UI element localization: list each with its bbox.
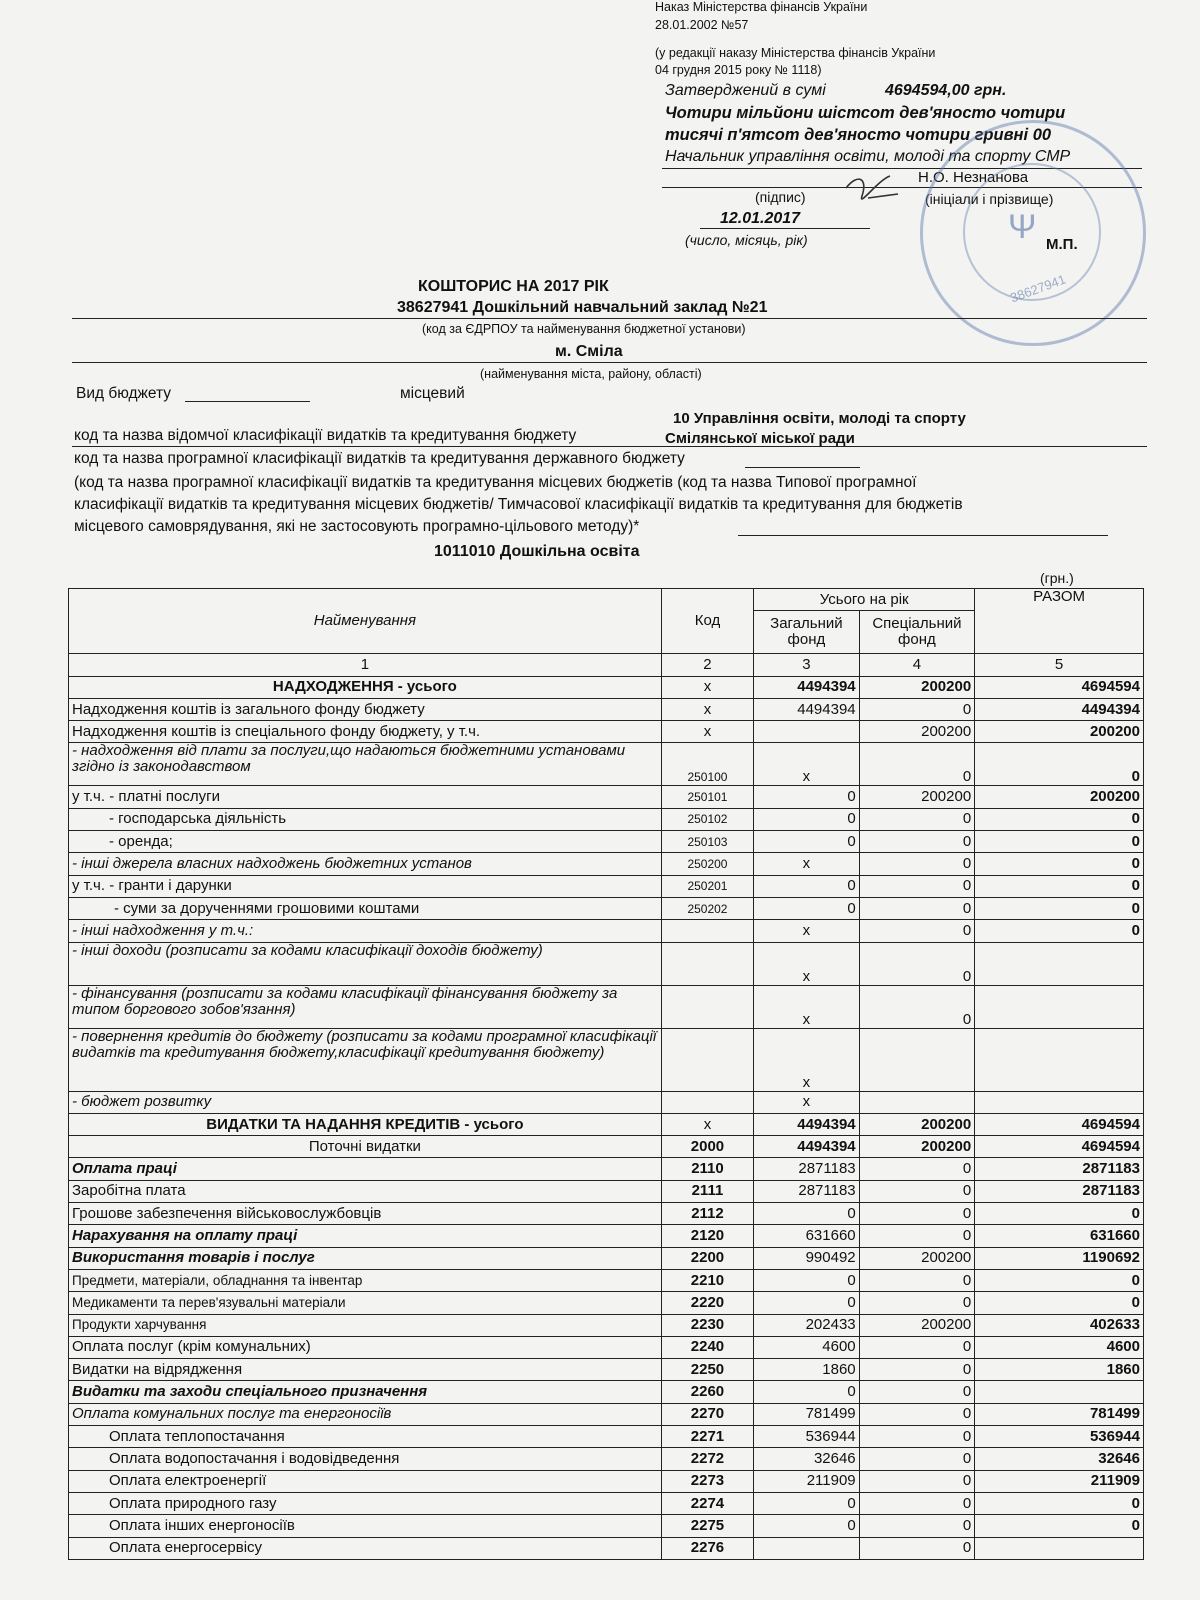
row-special-fund: 200200 (859, 1113, 975, 1135)
row-name: - фінансування (розписати за кодами класифікації фінансування бюджету за типом боргового зобов'язання) (69, 985, 662, 1028)
table-row (69, 985, 1144, 1028)
row-special-fund: 0 (859, 1336, 975, 1358)
row-code: 2270 (661, 1403, 753, 1425)
row-special-fund: 0 (859, 1403, 975, 1425)
row-name: Надходження коштів із спеціального фонду бюджету, у т.ч. (69, 721, 662, 743)
row-general-fund (754, 721, 859, 743)
column-number-row: 1 2 3 4 5 (69, 654, 1144, 676)
row-general-fund: 0 (754, 1492, 859, 1514)
currency-label: (грн.) (1040, 570, 1074, 586)
row-name: у т.ч. - платні послуги (69, 786, 662, 808)
row-general-fund: х (754, 1091, 859, 1113)
signature-caption: (підпис) (755, 189, 806, 205)
local-note-3: місцевого самоврядування, які не застосовують програмно-цільового методу)* (74, 518, 640, 535)
row-special-fund: 0 (859, 875, 975, 897)
row-special-fund: 0 (859, 808, 975, 830)
row-code: 2000 (661, 1136, 753, 1158)
budget-type-value: місцевий (400, 385, 465, 402)
row-code: 2111 (661, 1180, 753, 1202)
local-note-2: класифікації видатків та кредитування місцевих бюджетів/ Тимчасової класифікації видатків та кредитування для бюджетів (74, 496, 963, 513)
row-general-fund: 631660 (754, 1225, 859, 1247)
table-row (69, 897, 1144, 919)
row-code: 250102 (661, 808, 753, 830)
row-general-fund: 211909 (754, 1470, 859, 1492)
row-total: 200200 (975, 786, 1144, 808)
row-code (661, 1028, 753, 1091)
signature-mark (838, 168, 908, 213)
row-general-fund: 4494394 (754, 1113, 859, 1135)
row-code: 2210 (661, 1269, 753, 1291)
order-line-2: 28.01.2002 №57 (655, 18, 749, 32)
row-name: - повернення кредитів до бюджету (розписати за кодами програмної класифікації видатків та кредитування бюджету,класифікації кредитування бюджету) (69, 1028, 662, 1091)
table-row (69, 1225, 1144, 1247)
row-code: 2275 (661, 1515, 753, 1537)
row-total (975, 1537, 1144, 1559)
col-header-special-fund: Спеціальний фонд (859, 611, 975, 654)
row-special-fund: 0 (859, 853, 975, 875)
table-row (69, 1381, 1144, 1403)
row-code: 250100 (661, 743, 753, 786)
row-total: 4694594 (975, 1136, 1144, 1158)
row-special-fund: 0 (859, 1269, 975, 1291)
row-special-fund: 0 (859, 1470, 975, 1492)
trident-icon: Ψ (1008, 208, 1037, 246)
row-total (975, 1028, 1144, 1091)
row-total: 0 (975, 1292, 1144, 1314)
row-general-fund: 0 (754, 1269, 859, 1291)
city-name: м. Сміла (555, 343, 623, 360)
table-row (69, 1537, 1144, 1559)
order-line-1: Наказ Міністерства фінансів України (655, 0, 868, 14)
row-code: 2274 (661, 1492, 753, 1514)
row-total: 1190692 (975, 1247, 1144, 1269)
row-general-fund: х (754, 1028, 859, 1091)
row-special-fund: 0 (859, 985, 975, 1028)
row-general-fund: 0 (754, 1515, 859, 1537)
row-total: 200200 (975, 721, 1144, 743)
table-row (69, 698, 1144, 720)
table-body (69, 676, 1144, 1559)
row-name: - господарська діяльність (69, 808, 662, 830)
row-name: Нарахування на оплату праці (69, 1225, 662, 1247)
row-special-fund: 0 (859, 743, 975, 786)
row-name: Поточні видатки (69, 1136, 662, 1158)
table-row (69, 1113, 1144, 1135)
row-name: Оплата послуг (крім комунальних) (69, 1336, 662, 1358)
row-special-fund: 0 (859, 1180, 975, 1202)
official-stamp: Ψ 38627941 (920, 120, 1146, 346)
table-row (69, 853, 1144, 875)
row-code: 2240 (661, 1336, 753, 1358)
table-row (69, 1492, 1144, 1514)
budget-type-label: Вид бюджету (76, 385, 172, 402)
row-total: 4694594 (975, 676, 1144, 698)
row-total: 4694594 (975, 1113, 1144, 1135)
row-general-fund: 0 (754, 1203, 859, 1225)
row-total: 0 (975, 831, 1144, 853)
table-row (69, 1180, 1144, 1202)
local-note-1: (код та назва програмної класифікації видатків та кредитування місцевих бюджетів (код та назва Типової програмної (74, 474, 917, 491)
row-total (975, 1381, 1144, 1403)
row-code: 250200 (661, 853, 753, 875)
estimate-table (68, 588, 1144, 1560)
row-general-fund: 4494394 (754, 698, 859, 720)
table-row (69, 1158, 1144, 1180)
row-name: - інші надходження у т.ч.: (69, 920, 662, 942)
row-total: 0 (975, 1269, 1144, 1291)
approved-amount: 4694594,00 грн. (885, 82, 1007, 99)
row-code: 250101 (661, 786, 753, 808)
document-heading: КОШТОРИС НА 2017 РІК (418, 278, 609, 295)
row-name: Оплата природного газу (69, 1492, 662, 1514)
row-code (661, 942, 753, 985)
row-total: 0 (975, 920, 1144, 942)
table-row (69, 1336, 1144, 1358)
row-code (661, 920, 753, 942)
row-general-fund: 4494394 (754, 676, 859, 698)
row-total: 631660 (975, 1225, 1144, 1247)
row-general-fund: 202433 (754, 1314, 859, 1336)
row-code: 2250 (661, 1359, 753, 1381)
row-special-fund: 200200 (859, 1314, 975, 1336)
row-special-fund: 0 (859, 1359, 975, 1381)
row-general-fund: х (754, 920, 859, 942)
row-special-fund: 0 (859, 1203, 975, 1225)
row-special-fund: 0 (859, 1292, 975, 1314)
table-row (69, 1292, 1144, 1314)
row-code (661, 985, 753, 1028)
row-total: 536944 (975, 1426, 1144, 1448)
dept-line-2: Смілянської міської ради (665, 430, 855, 447)
amount-words-2: тисячі п'ятсот дев'яносто чотири гривні 00 (665, 126, 1052, 144)
row-name: Надходження коштів із загального фонду бюджету (69, 698, 662, 720)
table-row (69, 920, 1144, 942)
table-row (69, 1028, 1144, 1091)
row-name: Оплата водопостачання і водовідведення (69, 1448, 662, 1470)
table-row (69, 831, 1144, 853)
row-general-fund: х (754, 853, 859, 875)
row-special-fund: 200200 (859, 721, 975, 743)
table-row (69, 875, 1144, 897)
row-total: 0 (975, 1492, 1144, 1514)
row-name: Оплата інших енергоносіїв (69, 1515, 662, 1537)
col-header-name: Найменування (69, 589, 662, 654)
row-code: 2271 (661, 1426, 753, 1448)
row-special-fund: 0 (859, 920, 975, 942)
row-total: 402633 (975, 1314, 1144, 1336)
row-general-fund: 4600 (754, 1336, 859, 1358)
row-name: - надходження від плати за послуги,що надаються бюджетними установами згідно із законодавством (69, 743, 662, 786)
row-general-fund: 781499 (754, 1403, 859, 1425)
row-special-fund: 0 (859, 1381, 975, 1403)
table-row (69, 1448, 1144, 1470)
row-special-fund: 200200 (859, 786, 975, 808)
row-name: Видатки на відрядження (69, 1359, 662, 1381)
table-row (69, 1426, 1144, 1448)
row-total: 4600 (975, 1336, 1144, 1358)
program-code: 1011010 Дошкільна освіта (434, 543, 640, 560)
row-total: 0 (975, 875, 1144, 897)
row-name: Предмети, матеріали, обладнання та інвентар (69, 1269, 662, 1291)
row-total: 32646 (975, 1448, 1144, 1470)
approved-label: Затверджений в сумі (665, 82, 826, 99)
table-header-row (69, 589, 1144, 611)
table-row (69, 676, 1144, 698)
table-row (69, 743, 1144, 786)
row-special-fund: 0 (859, 1158, 975, 1180)
row-special-fund: 0 (859, 831, 975, 853)
row-name: - бюджет розвитку (69, 1091, 662, 1113)
table-row (69, 1247, 1144, 1269)
row-name: Оплата теплопостачання (69, 1426, 662, 1448)
city-caption: (найменування міста, району, області) (480, 367, 702, 381)
row-name: - інші джерела власних надходжень бюджетних установ (69, 853, 662, 875)
row-general-fund: 32646 (754, 1448, 859, 1470)
row-total: 2871183 (975, 1158, 1144, 1180)
row-special-fund: 0 (859, 1537, 975, 1559)
dept-label: код та назва відомчої класифікації видатків та кредитування бюджету (74, 427, 577, 444)
row-general-fund (754, 1537, 859, 1559)
row-code: 2120 (661, 1225, 753, 1247)
head-name: Н.О. Незнанова (918, 169, 1029, 186)
row-name: - суми за дорученнями грошовими коштами (69, 897, 662, 919)
row-general-fund: 2871183 (754, 1158, 859, 1180)
table-row (69, 786, 1144, 808)
row-total: 0 (975, 1515, 1144, 1537)
row-total: 0 (975, 808, 1144, 830)
row-general-fund: 536944 (754, 1426, 859, 1448)
row-special-fund: 200200 (859, 1247, 975, 1269)
row-name: Продукти харчування (69, 1314, 662, 1336)
row-special-fund: 200200 (859, 1136, 975, 1158)
row-code: х (661, 721, 753, 743)
row-general-fund: х (754, 743, 859, 786)
row-general-fund: х (754, 985, 859, 1028)
row-total: 4494394 (975, 698, 1144, 720)
row-total: 0 (975, 743, 1144, 786)
table-row (69, 1091, 1144, 1113)
row-code: 2110 (661, 1158, 753, 1180)
row-code: 250103 (661, 831, 753, 853)
row-name: Оплата комунальних послуг та енергоносіїв (69, 1403, 662, 1425)
row-code: 250201 (661, 875, 753, 897)
row-total: 2871183 (975, 1180, 1144, 1202)
row-code: 250202 (661, 897, 753, 919)
institution-name: 38627941 Дошкільний навчальний заклад №21 (397, 299, 768, 316)
row-name: Заробітна плата (69, 1180, 662, 1202)
row-code: 2273 (661, 1470, 753, 1492)
row-code (661, 1091, 753, 1113)
row-name: - інші доходи (розписати за кодами класифікації доходів бюджету) (69, 942, 662, 985)
table-row (69, 1470, 1144, 1492)
initials-caption: (ініціали і прізвище) (925, 191, 1054, 207)
row-special-fund: 0 (859, 1225, 975, 1247)
row-total: 781499 (975, 1403, 1144, 1425)
row-special-fund: 0 (859, 698, 975, 720)
row-name: ВИДАТКИ ТА НАДАННЯ КРЕДИТІВ - усього (69, 1113, 662, 1135)
row-code: 2220 (661, 1292, 753, 1314)
edition-line-1: (у редакції наказу Міністерства фінансів України (655, 46, 936, 60)
row-special-fund: 0 (859, 1426, 975, 1448)
table-row (69, 942, 1144, 985)
row-special-fund (859, 1091, 975, 1113)
row-total (975, 1091, 1144, 1113)
approval-date: 12.01.2017 (720, 210, 801, 227)
table-row (69, 1359, 1144, 1381)
dept-line-1: 10 Управління освіти, молоді та спорту (673, 410, 966, 427)
row-code: х (661, 1113, 753, 1135)
table-row (69, 1314, 1144, 1336)
row-total: 0 (975, 1203, 1144, 1225)
program-label: код та назва програмної класифікації видатків та кредитування державного бюджету (74, 450, 685, 467)
table-row (69, 808, 1144, 830)
row-code: 2200 (661, 1247, 753, 1269)
row-special-fund (859, 1028, 975, 1091)
table-row (69, 1136, 1144, 1158)
table-row (69, 1515, 1144, 1537)
row-name: НАДХОДЖЕННЯ - усього (69, 676, 662, 698)
row-name: Грошове забезпечення військовослужбовців (69, 1203, 662, 1225)
row-total: 0 (975, 853, 1144, 875)
row-code: х (661, 698, 753, 720)
row-special-fund: 0 (859, 1492, 975, 1514)
row-special-fund: 0 (859, 942, 975, 985)
row-general-fund: 0 (754, 808, 859, 830)
row-name: Використання товарів і послуг (69, 1247, 662, 1269)
row-name: Оплата праці (69, 1158, 662, 1180)
row-code: 2230 (661, 1314, 753, 1336)
col-header-total: РАЗОМ (975, 589, 1144, 654)
col-header-code: Код (661, 589, 753, 654)
row-code: 2260 (661, 1381, 753, 1403)
row-general-fund: 0 (754, 897, 859, 919)
row-general-fund: 0 (754, 1381, 859, 1403)
amount-words-1: Чотири мільйони шістсот дев'яносто чотири (665, 104, 1066, 122)
row-code: 2112 (661, 1203, 753, 1225)
row-general-fund: х (754, 942, 859, 985)
row-general-fund: 0 (754, 786, 859, 808)
row-code: 2272 (661, 1448, 753, 1470)
date-caption: (число, місяць, рік) (685, 232, 808, 248)
row-code: 2276 (661, 1537, 753, 1559)
seal-mark: М.П. (1046, 236, 1078, 253)
row-general-fund: 2871183 (754, 1180, 859, 1202)
table-row (69, 1269, 1144, 1291)
row-total (975, 942, 1144, 985)
row-special-fund: 200200 (859, 676, 975, 698)
edition-line-2: 04 грудня 2015 року № 1118) (655, 63, 822, 77)
table-row (69, 721, 1144, 743)
row-total: 1860 (975, 1359, 1144, 1381)
col-header-total-year: Усього на рік (754, 589, 975, 611)
row-special-fund: 0 (859, 897, 975, 919)
row-name: Оплата енергосервісу (69, 1537, 662, 1559)
table-row (69, 1203, 1144, 1225)
row-special-fund: 0 (859, 1515, 975, 1537)
row-general-fund: 0 (754, 1292, 859, 1314)
row-code: х (661, 676, 753, 698)
head-title: Начальник управління освіти, молоді та спорту СМР (665, 148, 1071, 165)
row-total (975, 985, 1144, 1028)
row-total: 211909 (975, 1470, 1144, 1492)
row-name: Медикаменти та перев'язувальні матеріали (69, 1292, 662, 1314)
row-total: 0 (975, 897, 1144, 919)
row-name: у т.ч. - гранти і дарунки (69, 875, 662, 897)
institution-caption: (код за ЄДРПОУ та найменування бюджетної установи) (422, 322, 746, 336)
row-special-fund: 0 (859, 1448, 975, 1470)
row-name: Видатки та заходи спеціального призначення (69, 1381, 662, 1403)
row-general-fund: 990492 (754, 1247, 859, 1269)
row-general-fund: 1860 (754, 1359, 859, 1381)
col-header-general-fund: Загальний фонд (754, 611, 859, 654)
row-general-fund: 0 (754, 875, 859, 897)
row-name: Оплата електроенергії (69, 1470, 662, 1492)
row-name: - оренда; (69, 831, 662, 853)
row-general-fund: 4494394 (754, 1136, 859, 1158)
row-general-fund: 0 (754, 831, 859, 853)
table-row (69, 1403, 1144, 1425)
